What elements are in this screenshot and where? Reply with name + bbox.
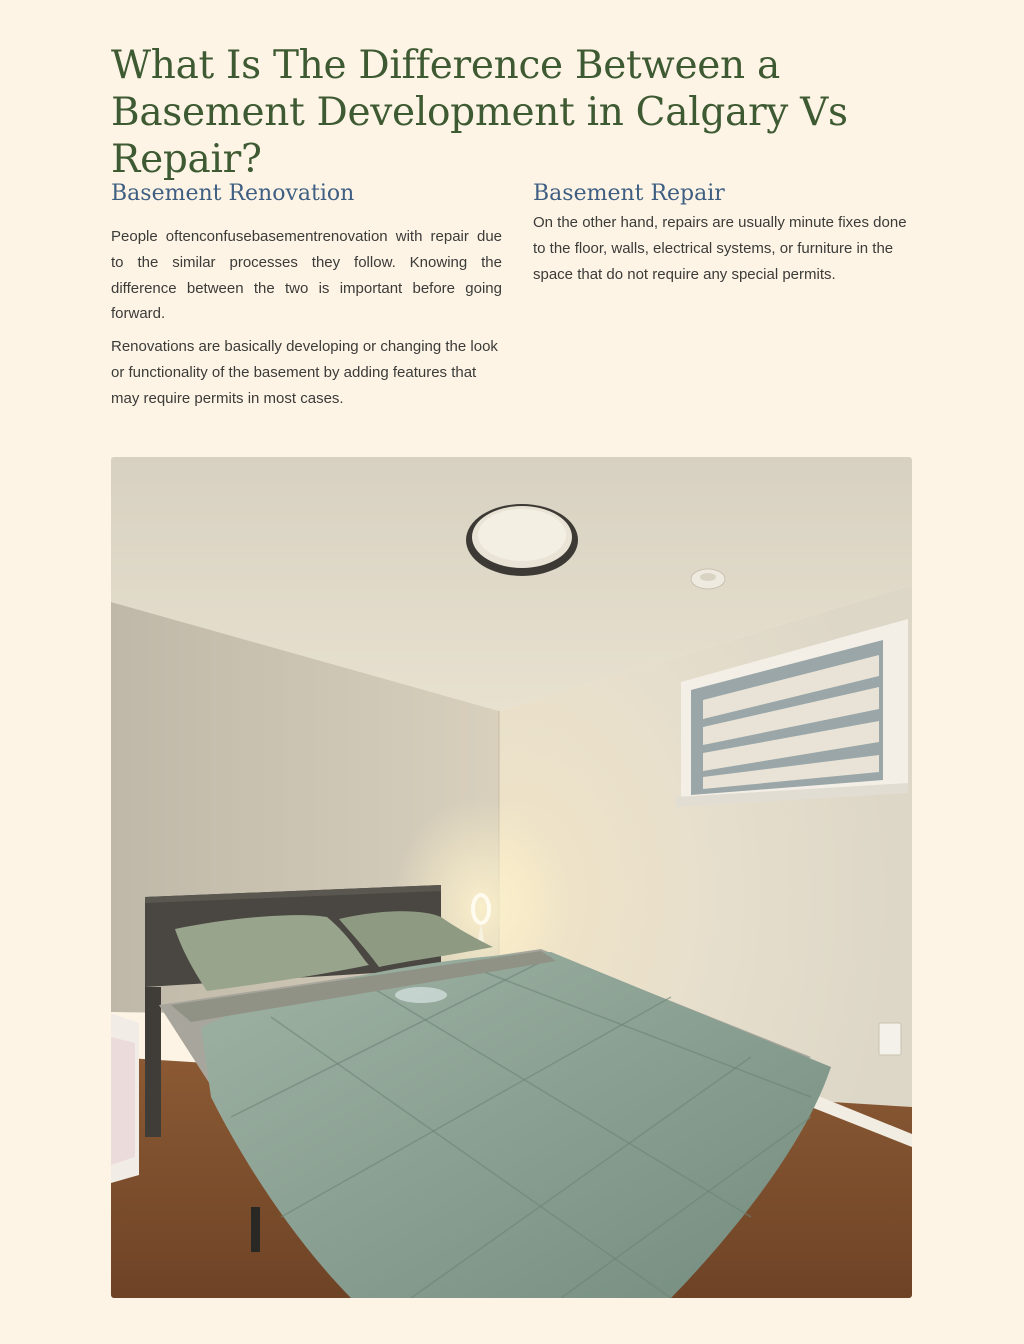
- renovation-paragraph-1: People oftenconfusebasementrenovation with repair due to the similar processes they follow. Knowing the difference between the two is important before going forward.: [111, 228, 502, 323]
- page-title: What Is The Difference Between a Basement Development in Calgary Vs Repair?: [111, 43, 848, 182]
- bedroom-photo: [111, 457, 912, 1298]
- wall-outlet: [879, 1023, 901, 1055]
- nightstand: [111, 1013, 139, 1183]
- repair-heading: Basement Repair: [533, 181, 725, 206]
- renovation-paragraph-2: Renovations are basically developing or changing the look or functionality of the basement by adding features that may require permits in most cases.: [111, 338, 498, 407]
- bedroom-illustration: [111, 457, 912, 1298]
- renovation-heading: Basement Renovation: [111, 181, 355, 206]
- repair-paragraph: On the other hand, repairs are usually minute fixes done to the floor, walls, electrical systems, or furniture in the space that do not require any special permits.: [533, 214, 907, 283]
